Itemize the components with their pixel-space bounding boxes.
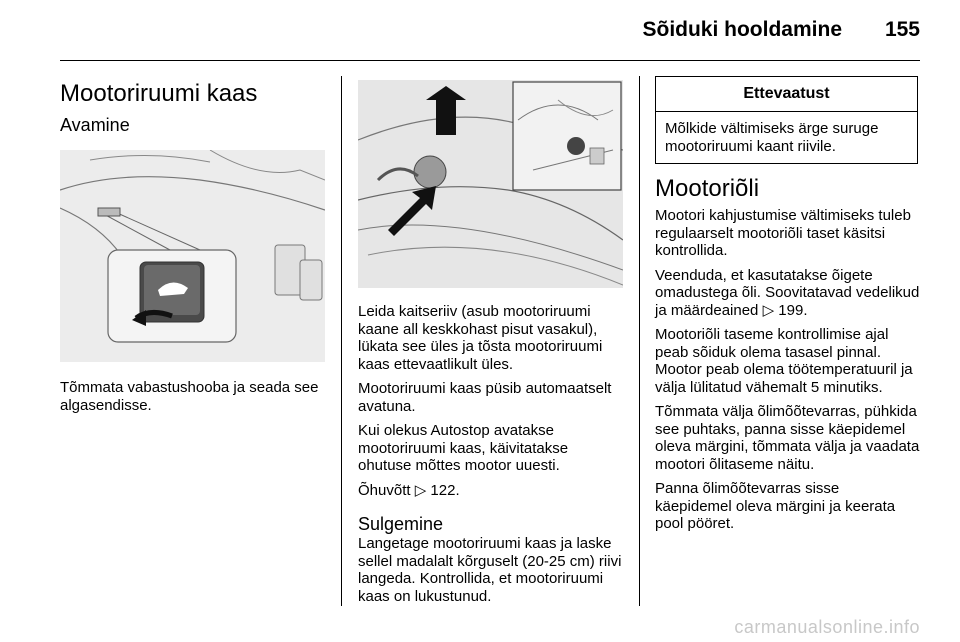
triangle-ref-icon: ▷: [762, 301, 775, 319]
safety-catch-illustration: [358, 80, 623, 288]
oil-paragraph-5: Panna õlimõõtevarras sisse käepidemel oleva märgini ja keerata pool pööret.: [655, 480, 896, 532]
page-header: [0, 0, 960, 62]
triangle-ref-icon: ▷: [414, 481, 427, 499]
engine-oil-heading: Mootoriõli: [655, 175, 760, 202]
air-intake-ref-page: 122.: [430, 481, 460, 499]
column-1: [60, 80, 325, 421]
page-number: 155: [884, 18, 920, 41]
caution-title: Ettevaatust: [656, 77, 917, 112]
oil-paragraph-1: Mootori kahjustumise vältimiseks tuleb regulaarselt mootoriõli taset käsitsi kontrollida.: [655, 207, 911, 259]
header-rule: [60, 60, 920, 61]
oil-paragraph-3: Mootoriõli taseme kontrollimise ajal peab sõiduk olema tasasel pinnal. Mootor peab olema töötemperatuuril ja välja lülitatud vähemalt 5 minutiks.: [655, 326, 913, 396]
air-intake-ref-text: Õhuvõtt: [358, 481, 411, 499]
oil-paragraph-2-text: Veenduda, et kasutatakse õigete omadustega õli. Soovitatavad vedelikud ja määrdeained: [655, 266, 920, 319]
caution-box: [655, 76, 918, 164]
column-2: [358, 80, 623, 612]
caution-text: Mõlkide vältimiseks ärge suruge mootoriruumi kaant riivile.: [665, 120, 879, 155]
watermark: carmanualsonline.info: [734, 617, 920, 637]
release-lever-illustration: [60, 150, 325, 362]
column-3: [655, 76, 920, 540]
hood-heading: Mootoriruumi kaas: [60, 80, 258, 107]
oil-paragraph-4: Tõmmata välja õlimõõtevarras, pühkida see puhtaks, panna sisse käepidemel oleva märgini, tõmmata välja ja vaadata mootori õlitaseme näitu.: [655, 403, 920, 473]
col2-paragraph-2: Mootoriruumi kaas püsib automaatselt avatuna.: [358, 380, 612, 415]
fluids-ref-page: 199.: [778, 301, 808, 319]
closing-text: Langetage mootoriruumi kaas ja laske sellel madalalt kõrguselt (20-25 cm) riivi langeda. Kontrollida, et mootoriruumi kaas on lukustunud.: [358, 535, 622, 605]
section-title: Sõiduki hooldamine: [642, 18, 842, 41]
oil-paragraph-2: [655, 267, 920, 320]
col2-paragraph-1: Leida kaitseriiv (asub mootoriruumi kaane all keskkohast pisut vasakul), lükata see üles ja tõsta mootoriruumi kaas ettevaatlikult üles.: [358, 303, 603, 373]
column-divider-1: [341, 76, 342, 606]
air-intake-reference: [358, 482, 623, 500]
col2-paragraph-3: Kui olekus Autostop avatakse mootoriruumi kaas, käivitatakse ohutuse mõttes mootor uuesti.: [358, 422, 569, 474]
closing-subheading: Sulgemine: [358, 514, 444, 534]
column-divider-2: [639, 76, 640, 606]
lever-caption: Tõmmata vabastushooba ja seada see algasendisse.: [60, 379, 319, 414]
opening-subheading: Avamine: [60, 115, 130, 135]
